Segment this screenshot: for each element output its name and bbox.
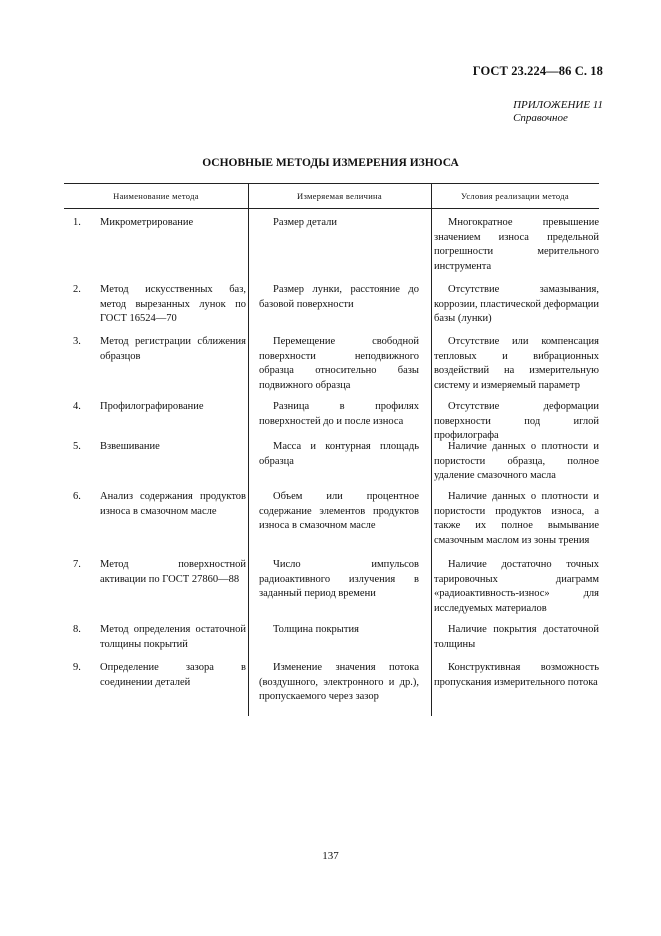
conditions-cell: Наличие достаточно точных тарировочных диаграмм «радиоактивность-износ» для исследуемых материалов xyxy=(434,559,599,614)
method-cell: Профилографирование xyxy=(100,401,204,412)
standard-header: ГОСТ 23.224—86 С. 18 xyxy=(472,64,603,78)
conditions-cell: Конструктивная возможность пропускания измерительного потока xyxy=(434,662,599,688)
conditions-cell: Наличие данных о плотности и пористости продуктов износа, а также их полное вымывание смазочным маслом из зоны трения xyxy=(434,491,599,546)
quantity-cell: Размер лунки, расстояние до базовой поверхности xyxy=(259,284,419,310)
quantity-cell: Изменение значения потока (воздушного, электронного и др.), пропускаемого через зазор xyxy=(259,662,419,702)
method-cell: Определение зазора в соединении деталей xyxy=(100,662,246,688)
column-header-method: Наименование метода xyxy=(113,191,199,201)
method-cell: Микрометрирование xyxy=(100,217,194,228)
row-number: 3. xyxy=(73,336,81,347)
conditions-cell: Отсутствие замазывания, коррозии, пластической деформации базы (лунки) xyxy=(434,284,599,324)
method-cell: Взвешивание xyxy=(100,441,160,452)
row-number: 6. xyxy=(73,491,81,502)
method-cell: Метод определения остаточной толщины покрытий xyxy=(100,624,246,650)
row-number: 2. xyxy=(73,284,81,295)
quantity-cell: Размер детали xyxy=(273,217,338,228)
conditions-cell: Наличие данных о плотности и пористости образца, полное удаление смазочного масла xyxy=(434,441,599,481)
appendix-label: ПРИЛОЖЕНИЕ 11 xyxy=(513,99,603,111)
page-number: 137 xyxy=(322,850,339,862)
column-header-quantity: Измеряемая величина xyxy=(297,191,382,201)
table-body xyxy=(64,0,599,936)
row-number: 4. xyxy=(73,401,81,412)
row-number: 8. xyxy=(73,624,81,635)
quantity-cell: Толщина покрытия xyxy=(273,624,359,635)
appendix-type: Справочное xyxy=(513,112,568,124)
conditions-cell: Отсутствие или компенсация тепловых и вибрационных воздействий на измерительную систему и измеряемый параметр xyxy=(434,336,599,391)
column-header-conditions: Условия реализации метода xyxy=(461,191,569,201)
quantity-cell: Перемещение свободной поверхности неподвижного образца относительно базы подвижного образца xyxy=(259,336,419,391)
quantity-cell: Объем или процентное содержание элементов продуктов износа в смазочном масле xyxy=(259,491,419,531)
row-number: 7. xyxy=(73,559,81,570)
row-number: 9. xyxy=(73,662,81,673)
page-title: ОСНОВНЫЕ МЕТОДЫ ИЗМЕРЕНИЯ ИЗНОСА xyxy=(202,157,459,169)
row-number: 1. xyxy=(73,217,81,228)
method-cell: Метод искусственных баз, метод вырезанных лунок по ГОСТ 16524—70 xyxy=(100,284,246,324)
quantity-cell: Разница в профилях поверхностей до и после износа xyxy=(259,401,419,427)
conditions-cell: Отсутствие деформации поверхности под иглой профилографа xyxy=(434,401,599,441)
method-cell: Метод регистрации сближения образцов xyxy=(100,336,246,362)
row-number: 5. xyxy=(73,441,81,452)
quantity-cell: Число импульсов радиоактивного излучения в заданный период времени xyxy=(259,559,419,599)
method-cell: Метод поверхностной активации по ГОСТ 27860—88 xyxy=(100,559,246,585)
conditions-cell: Многократное превышение значением износа предельной погрешности мерительного инструмента xyxy=(434,217,599,272)
conditions-cell: Наличие покрытия достаточной толщины xyxy=(434,624,599,650)
method-cell: Анализ содержания продуктов износа в смазочном масле xyxy=(100,491,246,517)
quantity-cell: Масса и контурная площадь образца xyxy=(259,441,419,467)
